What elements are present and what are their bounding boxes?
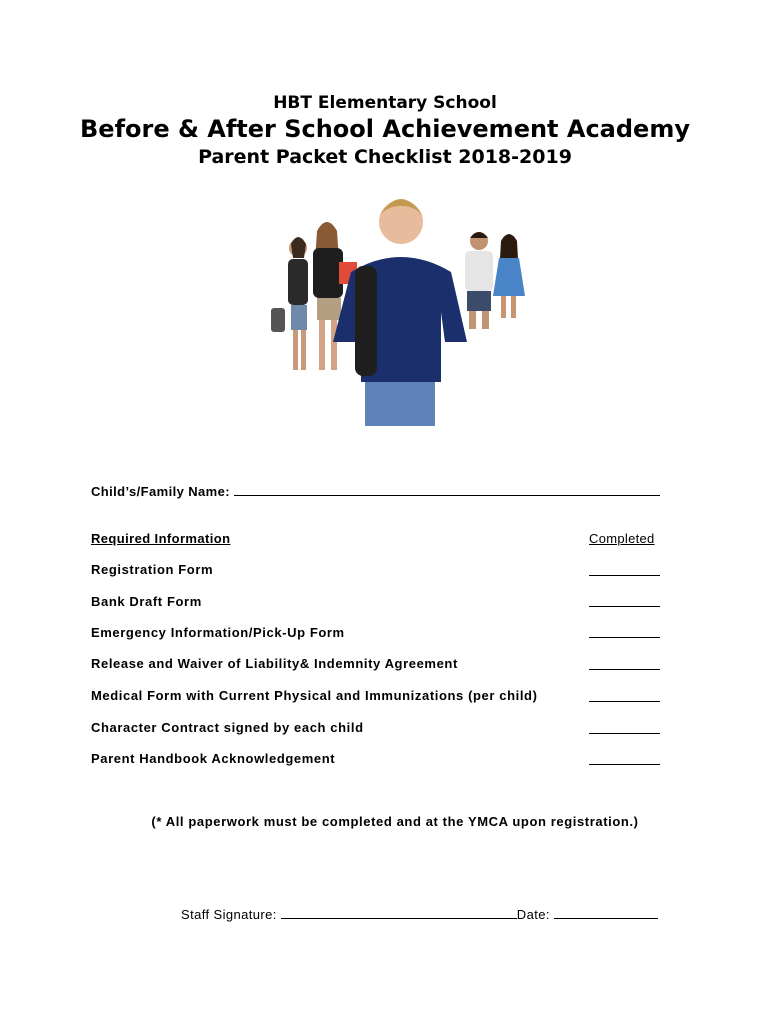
checklist-title: Parent Packet Checklist 2018-2019 xyxy=(198,146,572,168)
checklist-item: Medical Form with Current Physical and Immunizations (per child) xyxy=(91,688,538,703)
student-figure-1 xyxy=(271,237,308,370)
required-information-header: Required Information xyxy=(91,531,231,546)
checklist-item: Release and Waiver of Liability& Indemnity Agreement xyxy=(91,656,458,671)
completed-blank[interactable] xyxy=(589,575,660,576)
staff-signature-label: Staff Signature: xyxy=(181,907,277,922)
completed-blank[interactable] xyxy=(589,733,660,734)
student-figure-4 xyxy=(493,234,525,318)
date-label: Date: xyxy=(516,907,550,922)
checklist-item: Registration Form xyxy=(91,562,214,577)
completed-blank[interactable] xyxy=(589,764,660,765)
checklist-item: Parent Handbook Acknowledgement xyxy=(91,751,336,766)
date-blank[interactable] xyxy=(554,907,658,919)
student-figure-3 xyxy=(465,232,493,329)
family-name-label: Child’s/Family Name: xyxy=(91,484,230,499)
completed-blank[interactable] xyxy=(589,637,660,638)
paperwork-note: (* All paperwork must be completed and at the YMCA upon registration.) xyxy=(151,814,639,829)
staff-signature-blank[interactable] xyxy=(281,907,517,919)
completed-blank[interactable] xyxy=(589,669,660,670)
family-name-blank[interactable] xyxy=(234,484,660,496)
checklist-item: Bank Draft Form xyxy=(91,594,202,609)
checklist-item: Character Contract signed by each child xyxy=(91,720,364,735)
program-title: Before & After School Achievement Academy xyxy=(80,115,690,143)
family-name-field[interactable] xyxy=(91,484,660,499)
checklist-item: Emergency Information/Pick-Up Form xyxy=(91,625,345,640)
completed-header: Completed xyxy=(589,531,655,546)
signature-row xyxy=(181,907,658,922)
completed-blank[interactable] xyxy=(589,606,660,607)
completed-blank[interactable] xyxy=(589,701,660,702)
student-figure-main xyxy=(333,199,467,426)
school-name: HBT Elementary School xyxy=(273,93,497,113)
students-photo xyxy=(255,186,530,426)
